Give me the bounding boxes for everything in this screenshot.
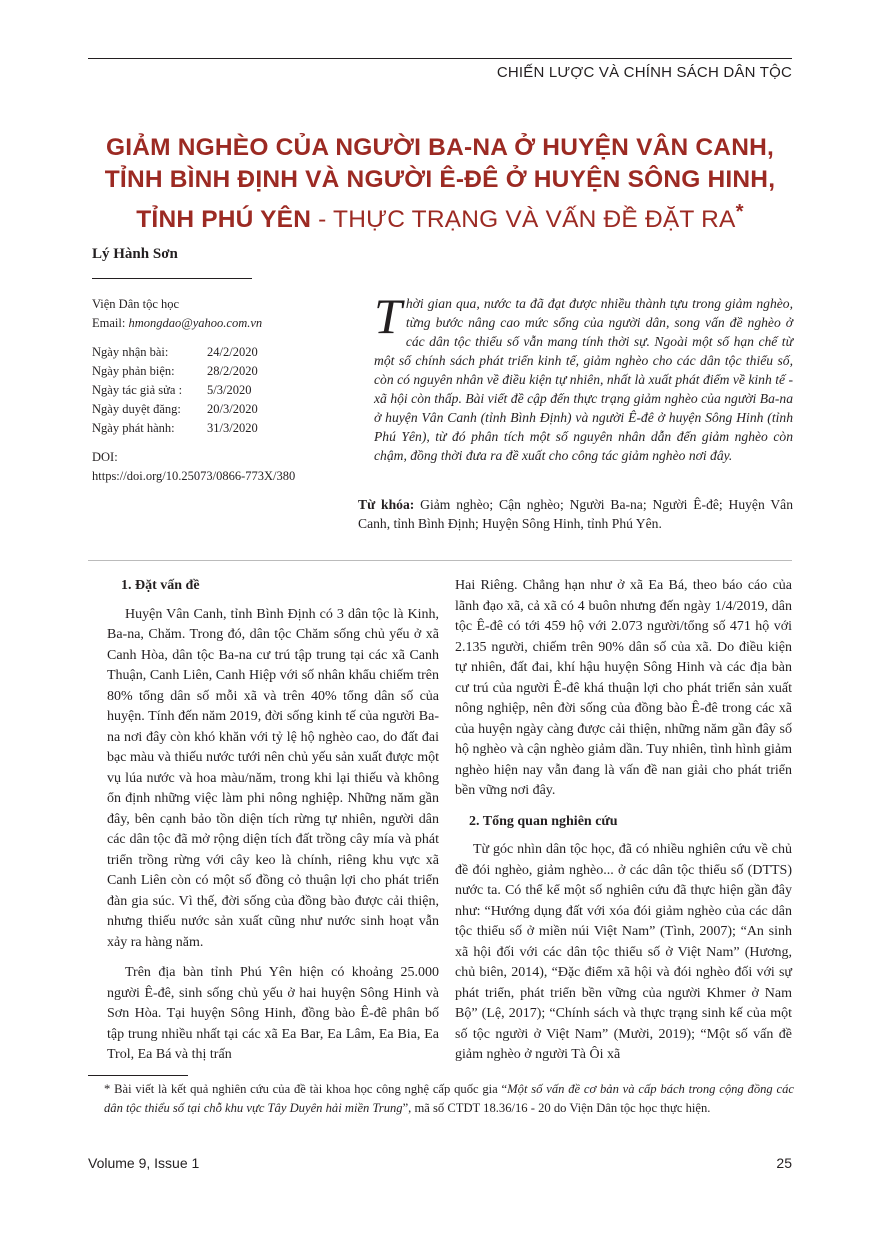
- title-line-3-bold: TỈNH PHÚ YÊN: [136, 206, 312, 234]
- date-value: 31/3/2020: [207, 421, 258, 435]
- title-line-3-rest: - THỰC TRẠNG VÀ VẤN ĐỀ ĐẶT RA: [311, 206, 736, 234]
- page-number: 25: [776, 1155, 792, 1171]
- date-label: Ngày phát hành:: [92, 421, 175, 435]
- date-row: [92, 400, 352, 419]
- date-value: 20/3/2020: [207, 402, 258, 416]
- date-value: 28/2/2020: [207, 364, 258, 378]
- header-rule: [88, 58, 792, 59]
- email-label: Email:: [92, 316, 126, 330]
- paragraph: Hai Riêng. Chẳng hạn như ở xã Ea Bá, theo báo cáo của lãnh đạo xã, cả xã có 4 buôn nhưng đến ngày 1/4/2019, dân tộc Ê-đê có tới 459 hộ với 2.073 người/tổng số 471 hộ với 2.135 người, chiếm trên 90% dân số của xã. Do điều kiện tự nhiên, đất đai, khí hậu huyện Sông Hinh và các địa bàn cư trú của người Ê-đê khá thuận lợi cho phát triển sản xuất nông nghiệp, nên đời sống của đồng bào Ê-đê trong các xã của huyện ngày càng được cải thiện, những năm gần đây số hộ nghèo và cận nghèo giảm dần. Tuy nhiên, tình hình giảm nghèo hiện nay vẫn đang là vấn đề nan giải cho phát triển bền vững nơi đây.: [455, 578, 792, 798]
- body-column-left: [107, 576, 439, 1066]
- date-label: Ngày duyệt đăng:: [92, 402, 181, 416]
- footnote-project-title: Một số vấn đề cơ bản và cấp bách trong cộng đồng các dân tộc thiểu số tại chỗ khu vực Tây Duyên hải miền Trung: [104, 1082, 794, 1115]
- email-row: [92, 314, 352, 333]
- volume-issue: Volume 9, Issue 1: [88, 1155, 200, 1171]
- doi-link[interactable]: https://doi.org/10.25073/0866-773X/380: [92, 469, 296, 483]
- paragraph: Từ góc nhìn dân tộc học, đã có nhiều nghiên cứu về chủ đề đói nghèo, giảm nghèo... ở các dân tộc thiểu số (DTTS) nước ta. Có thể kể một số nghiên cứu đã thực hiện gần đây như: “Hướng dụng đất với xóa đói giảm nghèo của các dân tộc thiểu số ở miền núi Việt Nam” (Tình, 2007); “An sinh xã hội đối với các dân tộc thiểu số ở Việt Nam” (Hương, chủ biên, 2014), “Đặc điểm xã hội và đói nghèo đối với sự phát triển, phát triển bền vững của người Khmer ở Nam Bộ” (Lệ, 2017); “Chính sách và thực trạng sinh kế của một số tộc người ở Việt Nam” (Mười, 2019); “Một số vấn đề giảm nghèo ở người Tà Ôi xã: [455, 842, 792, 1062]
- keywords-label: Từ khóa:: [358, 497, 415, 512]
- date-value: 5/3/2020: [207, 383, 252, 397]
- section-1-heading: 1. Đặt vấn đề: [121, 578, 200, 593]
- section-2-heading: 2. Tổng quan nghiên cứu: [469, 813, 618, 829]
- keywords: [358, 495, 793, 533]
- date-row: [92, 381, 352, 400]
- paragraph: Huyện Vân Canh, tỉnh Bình Định có 3 dân tộc là Kinh, Ba-na, Chăm. Trong đó, dân tộc Chăm sống chủ yếu ở xã Canh Hòa, dân tộc Ba-na cư trú tập trung tại các xã Canh Thuận, Canh Liên, Canh Hiệp với số nhân khẩu chiếm trên 80% tổng dân số mỗi xã và trên 40% tổng dân số của huyện. Tính đến năm 2019, đời sống kinh tế của người Ba-na nơi đây còn khó khăn với tỷ lệ hộ nghèo cao, do đất đai bạc màu và thiếu nước tưới nên chủ yếu sản xuất được một vụ lúa nước và hoa màu/năm, trong khi lại thiếu và không ổn định những việc làm phi nông nghiệp. Những năm gần đây, bên cạnh bảo tồn diện tích rừng tự nhiên, người dân các dân tộc đã mở rộng diện tích đất trồng cây mía và phát triển trồng rừng với cây keo là chính, riêng khu vực xã Canh Liên còn có một số đồng cỏ thuận lợi cho phát triển đàn gia súc. Vì thế, đời sống của đồng bào được cải thiện, nhưng thiếu nước sản xuất cũng như nước sinh hoạt vẫn xảy ra hàng năm.: [107, 606, 439, 950]
- footnote-text-1: Bài viết là kết quả nghiên cứu của đề tài khoa học công nghệ cấp quốc gia “: [114, 1082, 508, 1096]
- footnote-text-2: ”, mã số CTDT 18.36/16 - 20 do Viện Dân tộc học thực hiện.: [402, 1101, 711, 1115]
- date-row: [92, 362, 352, 381]
- footnote-rule: [88, 1075, 188, 1076]
- abstract-dropcap: T: [374, 288, 402, 344]
- keywords-text: Giảm nghèo; Cận nghèo; Người Ba-na; Người Ê-đê; Huyện Vân Canh, tỉnh Bình Định; Huyện Sông Hinh, tỉnh Phú Yên.: [358, 497, 793, 531]
- date-row: [92, 343, 352, 362]
- email-address[interactable]: hmongdao@yahoo.com.vn: [128, 316, 263, 330]
- date-row: [92, 419, 352, 438]
- title-line-2: TỈNH BÌNH ĐỊNH VÀ NGƯỜI Ê-ĐÊ Ở HUYỆN SÔNG HINH,: [104, 166, 776, 193]
- date-value: 24/2/2020: [207, 345, 258, 359]
- date-label: Ngày phản biện:: [92, 364, 175, 378]
- journal-section: CHIẾN LƯỢC VÀ CHÍNH SÁCH DÂN TỘC: [496, 64, 792, 81]
- article-meta: [92, 295, 352, 486]
- body-column-right: [455, 576, 792, 1066]
- abstract: [374, 288, 793, 465]
- abstract-text: hời gian qua, nước ta đã đạt được nhiều thành tựu trong giảm nghèo, từng bước nâng cao mức sống của người dân, song vấn đề nghèo ở các dân tộc thiểu số vẫn mang tính thời sự. Ngoài một số hạn chế từ một số chính sách phát triển kinh tế, giảm nghèo cho các dân tộc thiểu số, còn có nguyên nhân về điều kiện tự nhiên, nhất là xuất phát điểm về kinh tế - xã hội còn thấp. Bài viết đề cập đến thực trạng giảm nghèo của người Ba-na ở huyện Vân Canh (tỉnh Bình Định) và người Ê-đê ở huyện Sông Hinh (tỉnh Phú Yên), từ đó phân tích một số nguyên nhân dẫn đến giảm nghèo còn chậm, đồng thời đưa ra đề xuất cho công tác giảm nghèo nơi đây.: [374, 296, 793, 463]
- doi-label: DOI:: [92, 450, 118, 464]
- article-title: [88, 132, 792, 236]
- date-label: Ngày tác giả sửa :: [92, 383, 183, 397]
- section-divider: [88, 560, 792, 561]
- author-rule: [92, 278, 252, 279]
- author-name: Lý Hành Sơn: [92, 246, 178, 262]
- footnote: [104, 1080, 794, 1118]
- affiliation: Viện Dân tộc học: [92, 297, 180, 311]
- paragraph: Trên địa bàn tỉnh Phú Yên hiện có khoảng 25.000 người Ê-đê, sinh sống chủ yếu ở hai huyện Sông Hinh và Sơn Hòa. Tại huyện Sông Hinh, đồng bào Ê-đê phân bố tập trung nhiều nhất tại các xã Ea Bar, Ea Lâm, Ea Bia, Ea Trol, Ea Bá và thị trấn: [107, 965, 439, 1062]
- title-line-1: GIẢM NGHÈO CỦA NGƯỜI BA-NA Ở HUYỆN VÂN CANH,: [105, 134, 774, 161]
- title-footnote-marker: *: [735, 201, 744, 223]
- title-line-3: [88, 196, 792, 236]
- date-label: Ngày nhận bài:: [92, 345, 169, 359]
- footnote-marker: *: [104, 1082, 115, 1096]
